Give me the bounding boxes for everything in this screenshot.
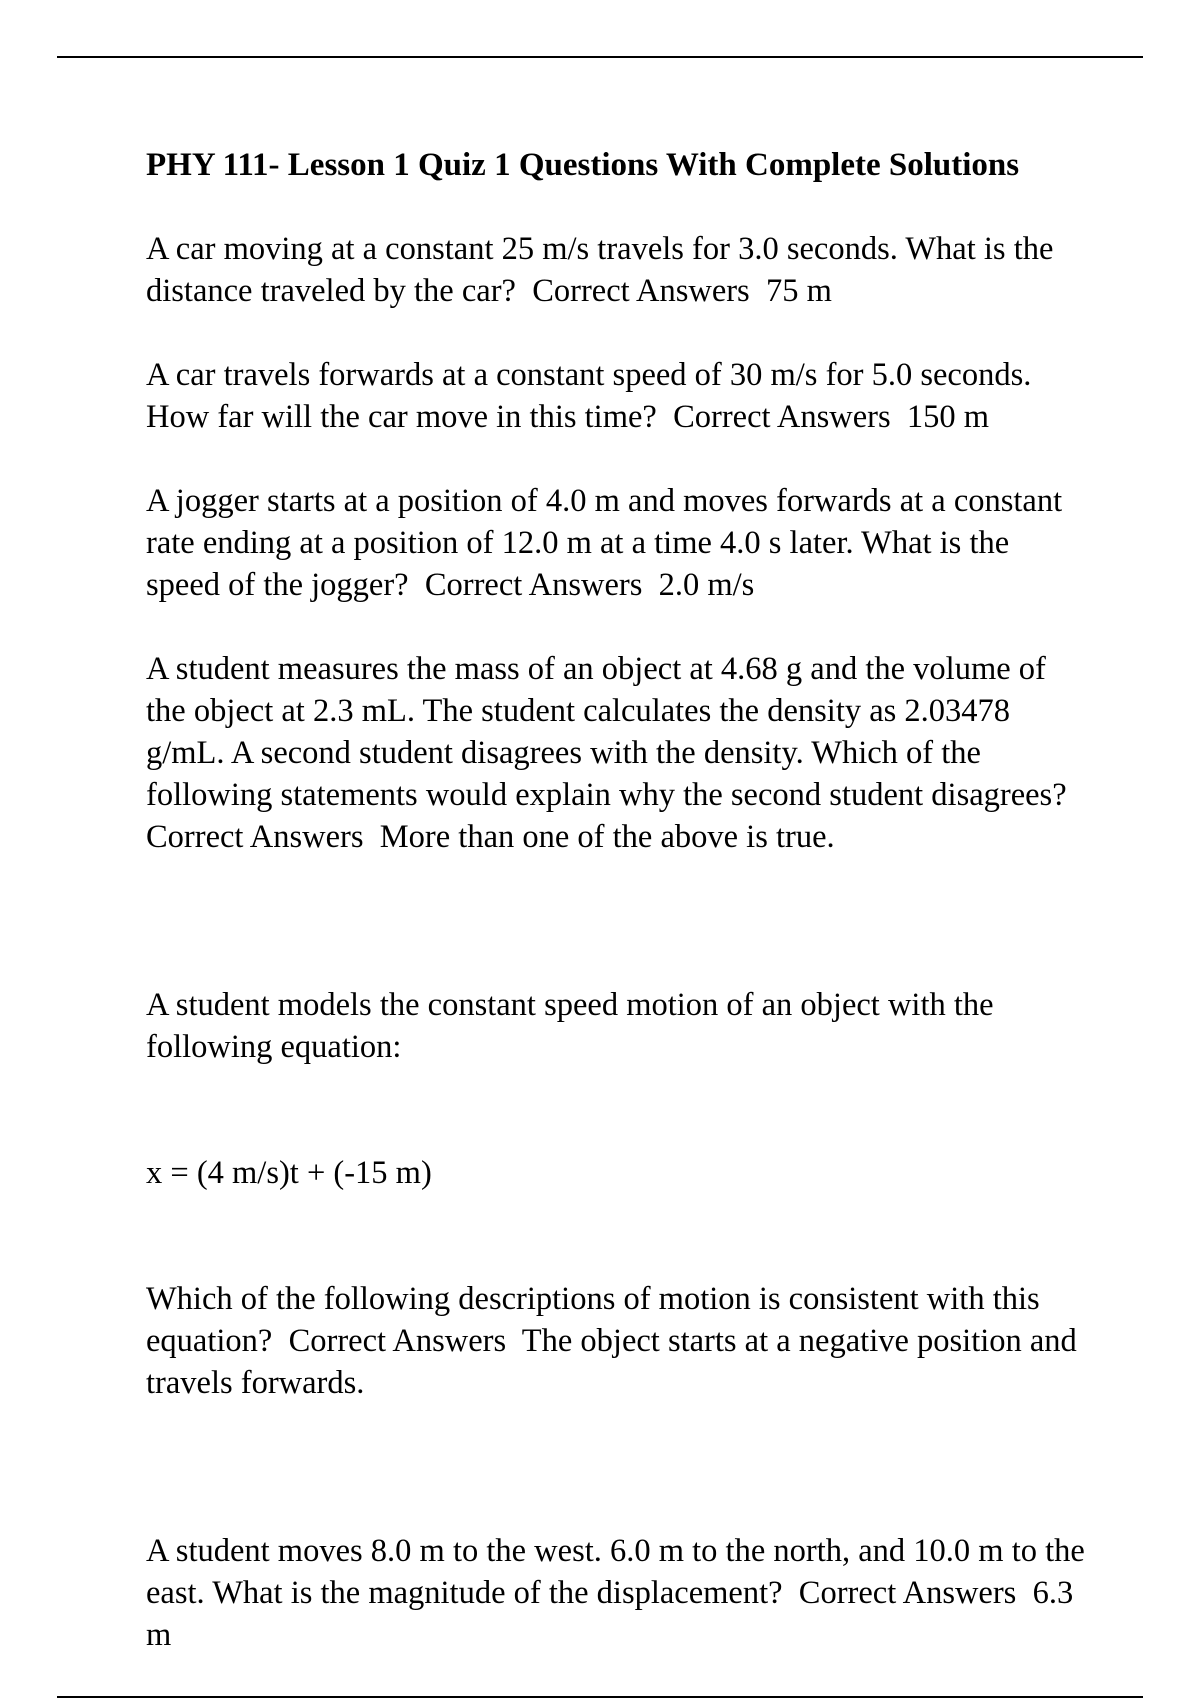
question-4: A student measures the mass of an object at 4.68 g and the volume of the object at 2.3 mL. The student calculates the density as 2.03478 g/mL. A second student disagrees with the density. Which of the following statements would explain why the second student disagrees? Correct Answers More than one of the above is true. [146,651,1083,855]
document-title: PHY 111- Lesson 1 Quiz 1 Questions With Complete Solutions [146,147,1020,183]
question-2: A car travels forwards at a constant speed of 30 m/s for 5.0 seconds. How far will the car move in this time? Correct Answers 150 m [146,357,1040,435]
question-5-prompt: Which of the following descriptions of motion is consistent with this equation? Correct Answers The object starts at a negative position and travels forwards. [146,1281,1085,1401]
bottom-rule [57,1696,1143,1698]
question-5-equation: x = (4 m/s)t + (-15 m) [146,1155,432,1191]
question-1: A car moving at a constant 25 m/s travels for 3.0 seconds. What is the distance traveled by the car? Correct Answers 75 m [146,231,1062,309]
question-5-intro: A student models the constant speed motion of an object with the following equation: [146,987,1002,1065]
question-5 [146,900,1091,1488]
question-6: A student moves 8.0 m to the west. 6.0 m to the north, and 10.0 m to the east. What is the magnitude of the displacement? Correct Answers 6.3 m [146,1533,1093,1653]
document-body [146,145,1091,1698]
question-3: A jogger starts at a position of 4.0 m and moves forwards at a constant rate ending at a position of 12.0 m at a time 4.0 s later. What is the speed of the jogger? Correct Answers 2.0 m/s [146,483,1071,603]
top-rule [57,56,1143,58]
